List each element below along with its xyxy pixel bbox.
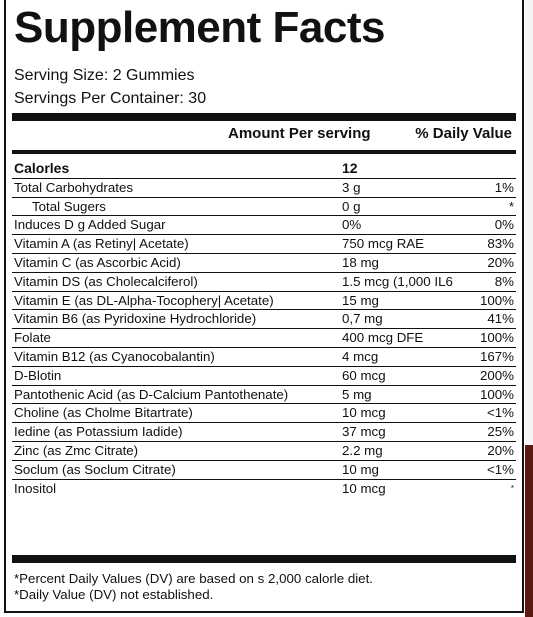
nutrient-name: Choline (as Cholme Bitartrate) (14, 405, 193, 421)
nutrient-dv: 200% (479, 367, 514, 383)
nutrient-dv: <1% (487, 461, 514, 477)
nutrient-row (12, 235, 516, 254)
nutrient-dv: <1% (487, 405, 514, 421)
nutrient-name: Vitamin B12 (as Cyanocobalantin) (14, 348, 215, 364)
daily-value-header: % Daily Value (415, 125, 512, 142)
nutrient-dv: 0% (494, 217, 514, 233)
nutrient-dv: 20% (487, 442, 514, 458)
nutrient-row (12, 442, 516, 461)
nutrient-name: Zinc (as Zmc Citrate) (14, 442, 139, 458)
nutrient-dv: 100% (479, 386, 514, 402)
nutrient-name: Vitamin E (as DL-Alpha-Tocophery| Acetate) (14, 292, 274, 308)
nutrient-row (12, 348, 516, 367)
nutrient-amount: 3 g (342, 179, 361, 195)
nutrient-amount: 10 mcg (342, 480, 386, 496)
nutrient-row (12, 386, 516, 405)
nutrient-row (12, 292, 516, 311)
nutrient-dv: * (510, 483, 514, 493)
divider-thick-top (12, 113, 516, 121)
background-edge-dark (525, 445, 533, 617)
nutrient-name: D-Blotin (14, 367, 62, 383)
nutrient-row (12, 216, 516, 235)
nutrient-dv: 41% (487, 311, 514, 327)
divider-header (12, 150, 516, 154)
serving-size: Serving Size: 2 Gummies (14, 67, 195, 84)
nutrient-amount: 12 (342, 160, 358, 176)
nutrient-name: Calorles (14, 160, 70, 176)
nutrient-amount: 15 mg (342, 292, 379, 308)
background-edge (525, 0, 533, 617)
footnote-not-established: *Daily Value (DV) not established. (14, 587, 214, 602)
footnote-dv: *Percent Daily Values (DV) are based on s 2,000 calorle diet. (14, 571, 373, 586)
nutrient-dv: 83% (487, 236, 514, 252)
panel-title: Supplement Facts (14, 3, 385, 52)
nutrient-name: Vitamin C (as Ascorbic Acid) (14, 254, 181, 270)
nutrient-name: Vitamin B6 (as Pyridoxine Hydrochloride) (14, 311, 257, 327)
nutrient-row (12, 404, 516, 423)
nutrient-row (12, 179, 516, 198)
nutrient-amount: 37 mcg (342, 424, 386, 440)
nutrient-name: Folate (14, 330, 51, 346)
servings-per-container: Servings Per Container: 30 (14, 90, 207, 107)
nutrient-dv: 25% (487, 424, 514, 440)
nutrient-table (12, 160, 516, 497)
nutrient-dv: 100% (479, 292, 514, 308)
nutrient-dv: * (508, 198, 514, 214)
nutrient-name: Pantothenic Acid (as D-Calcium Pantothenate) (14, 386, 289, 402)
nutrient-row (12, 480, 516, 498)
nutrient-name: Total Carbohydrates (14, 179, 133, 195)
nutrient-row (12, 461, 516, 480)
nutrient-amount: 2.2 mg (342, 442, 383, 458)
nutrient-row (12, 160, 516, 179)
nutrient-name: Total Sugers (32, 198, 106, 214)
nutrient-amount: 10 mg (342, 461, 379, 477)
nutrient-row (12, 329, 516, 348)
nutrient-name: Vitamin A (as Retiny| Acetate) (14, 236, 189, 252)
nutrient-row (12, 254, 516, 273)
divider-thick-bottom (12, 555, 516, 563)
nutrient-name: Vitamin DS (as Cholecalciferol) (14, 273, 198, 289)
nutrient-dv: 100% (479, 330, 514, 346)
nutrient-row (12, 310, 516, 329)
nutrient-amount: 0 g (342, 198, 361, 214)
nutrient-dv: 167% (479, 348, 514, 364)
supplement-facts-panel (4, 0, 524, 613)
nutrient-amount: 10 mcg (342, 405, 386, 421)
nutrient-amount: 400 mcg DFE (342, 330, 424, 346)
nutrient-amount: 18 mg (342, 254, 379, 270)
nutrient-amount: 60 mcg (342, 367, 386, 383)
nutrient-amount: 5 mg (342, 386, 372, 402)
nutrient-amount: 4 mcg (342, 348, 379, 364)
nutrient-amount: 0% (342, 217, 362, 233)
nutrient-name: Induces D g Added Sugar (14, 217, 166, 233)
nutrient-amount: 0,7 mg (342, 311, 383, 327)
nutrient-name: Inositol (14, 480, 57, 496)
nutrient-amount: 1.5 mcg (1,000 IL6 (342, 273, 453, 289)
nutrient-name: Iedine (as Potassium Iadide) (14, 424, 183, 440)
nutrient-dv: 20% (487, 254, 514, 270)
nutrient-name: Soclum (as Soclum Citrate) (14, 461, 176, 477)
nutrient-row (12, 273, 516, 292)
nutrient-row (12, 367, 516, 386)
nutrient-amount: 750 mcg RAE (342, 236, 425, 252)
nutrient-dv: 8% (494, 273, 514, 289)
nutrient-row (12, 198, 516, 217)
nutrient-dv: 1% (494, 179, 514, 195)
nutrient-row (12, 423, 516, 442)
amount-header: Amount Per serving (228, 125, 371, 142)
